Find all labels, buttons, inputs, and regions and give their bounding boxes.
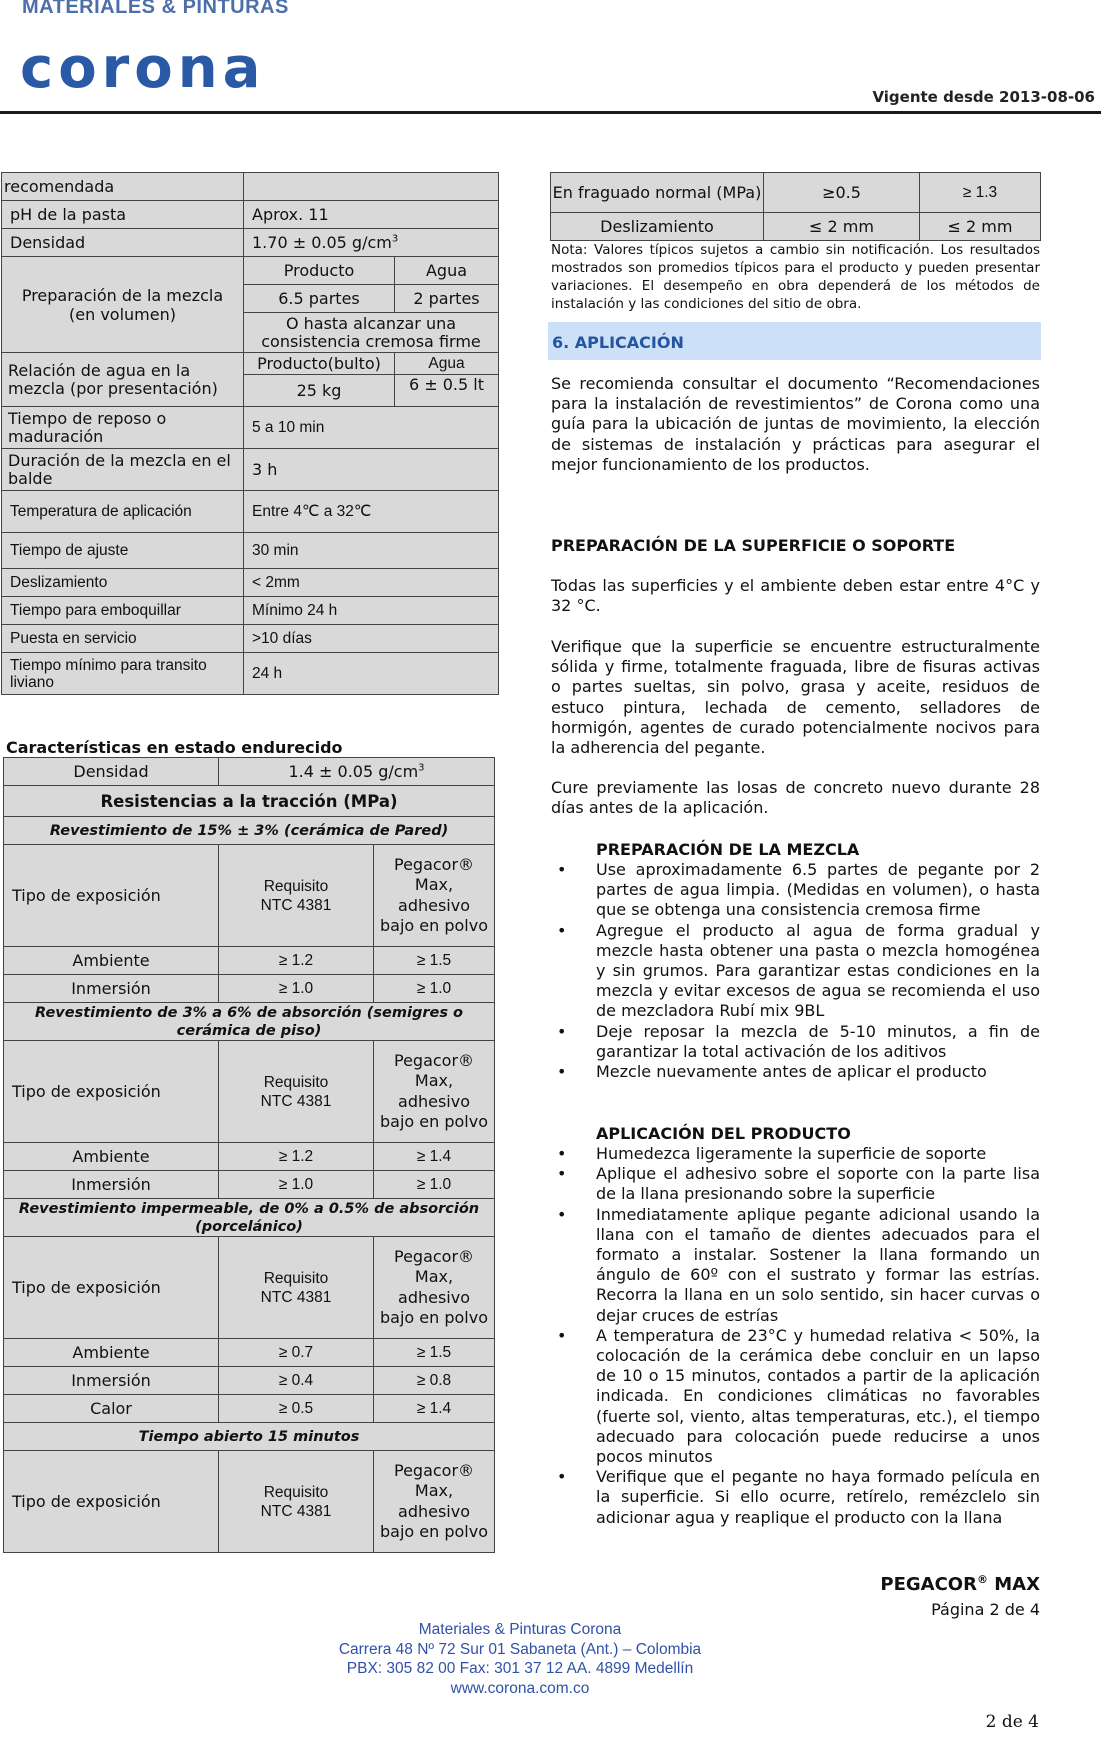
table-cell: Densidad [4, 758, 219, 786]
mix-prep-list [551, 860, 1040, 1082]
table-cell: ≥ 0.7 [219, 1339, 374, 1367]
table-row [4, 975, 495, 1003]
section-title: Revestimiento de 3% a 6% de absorción (semigres o cerámica de piso) [4, 1003, 495, 1041]
table-cell: Inmersión [4, 975, 219, 1003]
table-row [4, 1237, 495, 1339]
registered-mark: ® [976, 1573, 988, 1586]
list-item: • Verifique que el pegante no haya formado película en la superficie. Si ello ocurre, retírelo, remézclelo sin adicionar agua y reaplique el producto con la llana [551, 1467, 1040, 1528]
brand-logo: corona [20, 36, 266, 101]
table-cell: 5 a 10 min [244, 407, 499, 449]
list-item: • Agregue el producto al agua de forma gradual y mezcle hasta obtener una pasta o mezcla homogénea y sin grumos. Para garantizar estas condiciones en la mezcla y evitar excesos de agua se recomienda el uso de mezcladora Rubí mix 9BL [551, 921, 1040, 1022]
surface-paragraph: Todas las superficies y el ambiente deben estar entre 4°C y 32 °C. [551, 576, 1040, 616]
table-cell: Relación de agua en la mezcla (por presentación) [2, 353, 244, 407]
density-value: 1.4 ± 0.05 g/cm [288, 762, 419, 781]
table-row [2, 229, 499, 257]
table-cell: ≥ 1.0 [219, 975, 374, 1003]
effective-date: Vigente desde 2013-08-06 [872, 88, 1095, 106]
table-cell: ≥ 1.3 [920, 173, 1041, 213]
table-cell: Tiempo para emboquillar [2, 597, 244, 625]
density-value: 1.70 ± 0.05 g/cm [252, 233, 392, 252]
table-cell: Temperatura de aplicación [2, 491, 244, 533]
table-cell: pH de la pasta [2, 201, 244, 229]
table-cell: Pegacor® Max, adhesivo bajo en polvo [374, 1451, 495, 1553]
table-cell: ≥ 1.5 [374, 947, 495, 975]
section-title: Revestimiento impermeable, de 0% a 0.5% de absorción (porcelánico) [4, 1199, 495, 1237]
table-cell: O hasta alcanzar una consistencia cremosa firme [244, 313, 499, 353]
table-row [4, 1143, 495, 1171]
table-row [2, 407, 499, 449]
table-cell: ≥ 0.4 [219, 1367, 374, 1395]
properties-table [1, 172, 499, 695]
note-text: Nota: Valores típicos sujetos a cambio sin notificación. Los resultados mostrados son promedios típicos para el producto y pueden presentar variaciones. El desempeño en obra dependerá de los métodos de instalación y las condiciones del sitio de obra. [551, 242, 1040, 312]
table-header: Resistencias a la tracción (MPa) [4, 786, 495, 817]
table-cell: 25 kg [244, 375, 395, 407]
table-cell: Tipo de exposición [4, 1041, 219, 1143]
table-cell [244, 229, 499, 257]
table-cell: ≥0.5 [764, 173, 920, 213]
table-cell: Tiempo de ajuste [2, 533, 244, 569]
table-row [4, 1339, 495, 1367]
table-cell: ≥ 1.2 [219, 947, 374, 975]
section-title: 6. APLICACIÓN [552, 333, 684, 352]
table-cell [244, 173, 499, 201]
table-cell: En fraguado normal (MPa) [551, 173, 764, 213]
table-cell: < 2mm [244, 569, 499, 597]
application-list [551, 1144, 1040, 1528]
table-cell: ≥ 1.5 [374, 1339, 495, 1367]
table-row [2, 201, 499, 229]
section-title: Tiempo abierto 15 minutos [4, 1423, 495, 1451]
table-cell: Agua [395, 257, 499, 285]
hardened-title: Características en estado endurecido [6, 738, 343, 757]
density-exponent: 3 [391, 233, 399, 245]
phone-info: PBX: 305 82 00 Fax: 301 37 12 AA. 4899 Medellín [346, 1660, 694, 1677]
table-cell: Mínimo 24 h [244, 597, 499, 625]
table-row [2, 353, 499, 375]
strength-table-continued [550, 172, 1041, 241]
table-cell: 30 min [244, 533, 499, 569]
product-suffix: MAX [994, 1574, 1040, 1595]
table-cell: 24 h [244, 653, 499, 695]
page-number: 2 de 4 [985, 1712, 1039, 1732]
list-item: • Deje reposar la mezcla de 5-10 minutos, a fin de garantizar la total activación de los aditivos [551, 1022, 1040, 1062]
table-cell: ≥ 1.2 [219, 1143, 374, 1171]
table-row [4, 758, 495, 786]
table-cell: Deslizamiento [2, 569, 244, 597]
table-cell: Puesta en servicio [2, 625, 244, 653]
table-cell: Agua [395, 353, 499, 375]
brand-tagline: MATERIALES & PINTURAS [22, 0, 289, 18]
table-cell: Requisito NTC 4381 [219, 845, 374, 947]
table-row [4, 1171, 495, 1199]
table-cell: Inmersión [4, 1367, 219, 1395]
table-row [4, 1367, 495, 1395]
section-title: Revestimiento de 15% ± 3% (cerámica de Pared) [4, 817, 495, 845]
table-row [4, 1199, 495, 1237]
table-cell: ≥ 1.0 [374, 1171, 495, 1199]
table-row [551, 173, 1041, 213]
table-cell: Aprox. 11 [244, 201, 499, 229]
hardened-table [3, 757, 495, 1553]
table-row [4, 817, 495, 845]
product-name [880, 1574, 1040, 1595]
table-row [2, 173, 499, 201]
list-item: • Humedezca ligeramente la superficie de soporte [551, 1144, 1040, 1164]
product-brand: PEGACOR [880, 1574, 977, 1595]
table-cell: Duración de la mezcla en el balde [2, 449, 244, 491]
table-cell: Pegacor® Max, adhesivo bajo en polvo [374, 1237, 495, 1339]
table-cell: Tipo de exposición [4, 1451, 219, 1553]
list-item: • A temperatura de 23°C y humedad relativa < 50%, la colocación de la cerámica debe concluir en un lapso de 10 o 15 minutos, contados a partir de la aplicación indicada. En condiciones climáticas no favorables (fuerte sol, viento, altas temperaturas, etc.), el tiempo adecuado para colocación puede reducirse a unos pocos minutos [551, 1326, 1040, 1467]
table-cell: ≥ 0.8 [374, 1367, 495, 1395]
list-item: • Aplique el adhesivo sobre el soporte con la parte lisa de la llana presionando sobre la superficie [551, 1164, 1040, 1204]
website-link[interactable]: www.corona.com.co [450, 1679, 590, 1697]
surface-paragraph: Cure previamente las losas de concreto nuevo durante 28 días antes de la aplicación. [551, 778, 1040, 818]
company-name: Materiales & Pinturas Corona [418, 1621, 622, 1638]
table-cell: ≤ 2 mm [920, 213, 1041, 241]
table-cell: Tipo de exposición [4, 1237, 219, 1339]
table-row [2, 491, 499, 533]
table-cell: Requisito NTC 4381 [219, 1041, 374, 1143]
table-row [4, 845, 495, 947]
table-cell: Producto(bulto) [244, 353, 395, 375]
table-cell: Pegacor® Max, adhesivo bajo en polvo [374, 1041, 495, 1143]
table-cell: 2 partes [395, 285, 499, 313]
table-cell: Tiempo de reposo o maduración [2, 407, 244, 449]
table-row [4, 1423, 495, 1451]
table-cell [219, 758, 495, 786]
mix-prep-heading: PREPARACIÓN DE LA MEZCLA [596, 840, 860, 859]
table-row [2, 449, 499, 491]
page-header [0, 0, 1101, 114]
intro-paragraph: Se recomienda consultar el documento “Recomendaciones para la instalación de revestimientos” de Corona como una guía para la ubicación de juntas de movimiento, la elección de sistemas de instalación y prácticas para asegurar el mejor funcionamiento de los productos. [551, 374, 1040, 474]
table-cell: Requisito NTC 4381 [219, 1237, 374, 1339]
table-row [2, 625, 499, 653]
street-address: Carrera 48 Nº 72 Sur 01 Sabaneta (Ant.) – Colombia [338, 1640, 702, 1658]
table-row [4, 786, 495, 817]
table-cell: ≥ 1.4 [374, 1143, 495, 1171]
page-indicator: Página 2 de 4 [931, 1600, 1040, 1619]
list-item: • Mezcle nuevamente antes de aplicar el producto [551, 1062, 1040, 1082]
table-cell: Ambiente [4, 1143, 219, 1171]
table-cell: ≥ 0.5 [219, 1395, 374, 1423]
table-cell: Entre 4℃ a 32℃ [244, 491, 499, 533]
surface-paragraph: Verifique que la superficie se encuentre estructuralmente sólida y firme, totalmente fraguada, libre de fisuras activas o partes sueltas, sin polvo, grasa y aceite, residuos de estuco pintura, lechada de cemento, selladores de hormigón, agentes de curado potencialmente nocivos para la adherencia del pegante. [551, 637, 1040, 758]
surface-prep-heading: PREPARACIÓN DE LA SUPERFICIE O SOPORTE [551, 536, 956, 555]
table-row [551, 213, 1041, 241]
table-cell: Densidad [2, 229, 244, 257]
table-cell: >10 días [244, 625, 499, 653]
company-address [220, 1620, 820, 1698]
table-cell: Tipo de exposición [4, 845, 219, 947]
table-row [2, 653, 499, 695]
table-cell: Ambiente [4, 947, 219, 975]
table-row [4, 1003, 495, 1041]
table-row [2, 569, 499, 597]
table-row [2, 597, 499, 625]
table-row [4, 1451, 495, 1553]
table-cell: 6.5 partes [244, 285, 395, 313]
table-cell: ≤ 2 mm [764, 213, 920, 241]
table-cell: Pegacor® Max, adhesivo bajo en polvo [374, 845, 495, 947]
table-cell: 6 ± 0.5 lt [395, 375, 499, 407]
list-item: • Inmediatamente aplique pegante adicional usando la llana con el tamaño de dientes adecuados para el formato a instalar. Sostener la llana formando un ángulo de 60º con el sustrato y formar las estrías. Recorra la llana en un solo sentido, sin hacer curvas o dejar cruces de estrías [551, 1205, 1040, 1326]
table-cell: Tiempo mínimo para transito liviano [2, 653, 244, 695]
table-row [4, 1041, 495, 1143]
table-cell: Calor [4, 1395, 219, 1423]
list-item: • Use aproximadamente 6.5 partes de pegante por 2 partes de agua limpia. (Medidas en volumen), o hasta que se obtenga una consistencia cremosa firme [551, 860, 1040, 921]
table-cell: Requisito NTC 4381 [219, 1451, 374, 1553]
table-cell: ≥ 1.0 [374, 975, 495, 1003]
table-row [2, 533, 499, 569]
table-cell: Deslizamiento [551, 213, 764, 241]
table-cell: ≥ 1.0 [219, 1171, 374, 1199]
table-cell: Inmersión [4, 1171, 219, 1199]
table-cell: recomendada [2, 173, 244, 201]
table-row [4, 1395, 495, 1423]
table-cell: Preparación de la mezcla (en volumen) [2, 257, 244, 353]
table-cell: Ambiente [4, 1339, 219, 1367]
table-row [4, 947, 495, 975]
table-cell: Producto [244, 257, 395, 285]
density-exponent: 3 [418, 762, 425, 774]
table-row [2, 257, 499, 285]
application-heading: APLICACIÓN DEL PRODUCTO [596, 1124, 851, 1143]
table-cell: 3 h [244, 449, 499, 491]
table-cell: ≥ 1.4 [374, 1395, 495, 1423]
